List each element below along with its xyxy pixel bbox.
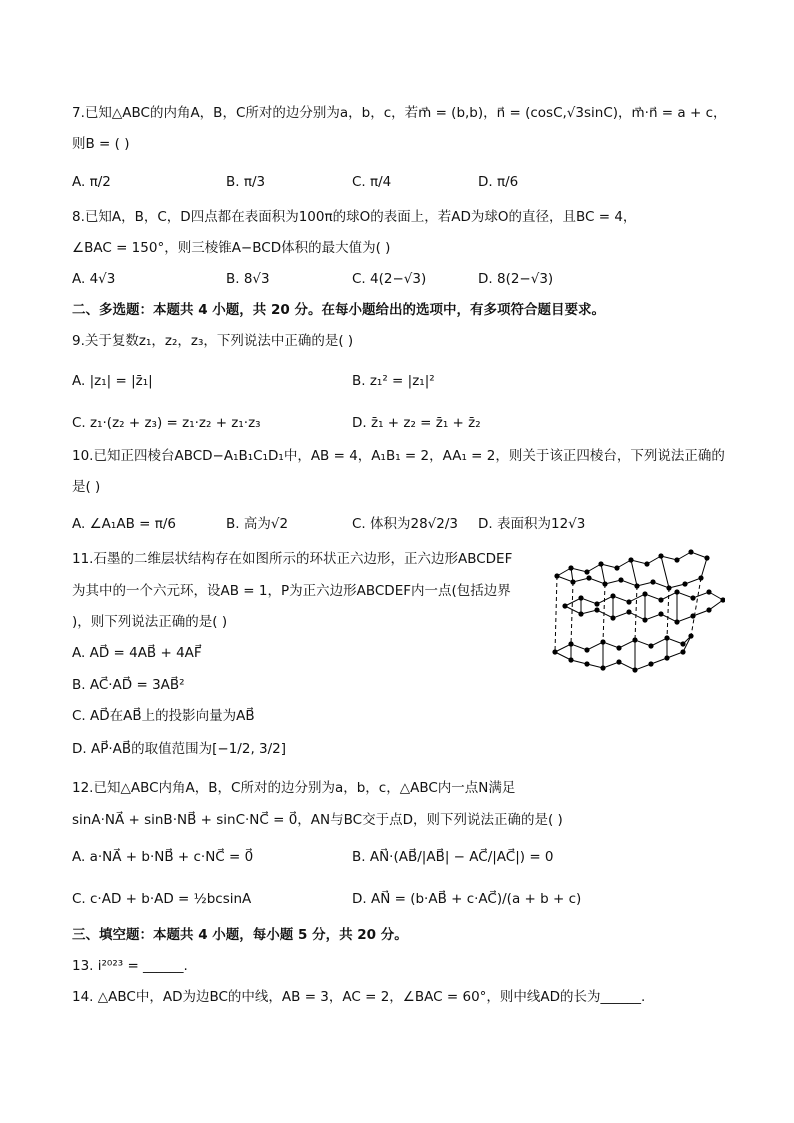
q12-option-c: C. c·AD + b·AD = ½bcsinA [72, 891, 252, 907]
q8-stem-line1: 8.已知A，B，C，D四点都在表面积为100π的球O的表面上，若AD为球O的直径，且BC = 4， [72, 209, 637, 225]
q11-option-a: A. AD⃗ = 4AB⃗ + 4AF⃗ [72, 645, 202, 661]
q9-option-c: C. z₁·(z₂ + z₃) = z₁·z₂ + z₁·z₃ [72, 415, 261, 431]
q11-option-d: D. AP⃗·AB⃗的取值范围为[−1/2, 3/2] [72, 741, 287, 757]
q14-stem: 14. △ABC中，AD为边BC的中线，AB = 3，AC = 2，∠BAC = 60°，则中线AD的长为______. [72, 989, 646, 1005]
carbon-atoms [552, 549, 725, 672]
q11-option-b: B. AC⃗·AD⃗ = 3AB⃗² [72, 677, 185, 693]
q12-stem-line2: sinA·NA⃗ + sinB·NB⃗ + sinC·NC⃗ = 0⃗，AN与BC交于点D，则下列说法正确的是( ) [72, 812, 563, 828]
q12-option-d: D. AN⃗ = (b·AB⃗ + c·AC⃗)/(a + b + c) [352, 891, 582, 907]
q7-option-d: D. π/6 [478, 174, 519, 190]
q7-option-b: B. π/3 [226, 174, 266, 190]
q10-option-b: B. 高为√2 [226, 516, 289, 532]
q8-option-b: B. 8√3 [226, 271, 270, 287]
q10-option-a: A. ∠A₁AB = π/6 [72, 516, 176, 532]
q11-stem-line2: 为其中的一个六元环，设AB = 1，P为正六边形ABCDEF内一点(包括边界 [72, 583, 511, 599]
q8-option-d: D. 8(2−√3) [478, 271, 554, 287]
q8-option-c: C. 4(2−√3) [352, 271, 427, 287]
q9-option-d: D. z̄₁ + z₂ = z̄₁ + z̄₂ [352, 415, 481, 431]
q9-option-b: B. z₁² = |z₁|² [352, 373, 435, 389]
graphite-bottom-layer [555, 636, 691, 652]
q11-stem-line3: )，则下列说法正确的是( ) [72, 614, 228, 630]
q13-stem: 13. i²⁰²³ = ______. [72, 958, 188, 974]
q12-stem-line1: 12.已知△ABC内角A，B，C所对的边分别为a，b，c，△ABC内一点N满足 [72, 780, 516, 796]
q10-stem-line2: 是( ) [72, 479, 101, 495]
q11-option-c: C. AD⃗在AB⃗上的投影向量为AB⃗ [72, 708, 255, 724]
q9-option-a: A. |z₁| = |z̄₁| [72, 373, 153, 389]
q10-option-d: D. 表面积为12√3 [478, 516, 586, 532]
q10-stem-line1: 10.已知正四棱台ABCD−A₁B₁C₁D₁中，AB = 4，A₁B₁ = 2，AA₁ = 2，则关于该正四棱台，下列说法正确的 [72, 448, 725, 464]
q7-option-c: C. π/4 [352, 174, 392, 190]
q9-stem: 9.关于复数z₁，z₂，z₃，下列说法中正确的是( ) [72, 333, 354, 349]
q10-option-c: C. 体积为28√2/3 [352, 516, 459, 532]
section-3-heading: 三、填空题：本题共 4 小题，每小题 5 分，共 20 分。 [72, 927, 408, 943]
graphite-layer-figure [545, 548, 725, 680]
q7-stem-line1: 7.已知△ABC的内角A，B，C所对的边分别为a，b，c，若m⃗ = (b,b)，n⃗ = (cosC,√3sinC)，m⃗·n⃗ = a + c， [72, 105, 727, 121]
q8-stem-line2: ∠BAC = 150°，则三棱锥A−BCD体积的最大值为( ) [72, 240, 391, 256]
section-2-heading: 二、多选题：本题共 4 小题，共 20 分。在每小题给出的选项中，有多项符合题目要求。 [72, 302, 605, 318]
q7-option-a: A. π/2 [72, 174, 111, 190]
q7-stem-line2: 则B = ( ) [72, 136, 130, 152]
q8-option-a: A. 4√3 [72, 271, 116, 287]
q11-stem-line1: 11.石墨的二维层状结构存在如图所示的环状正六边形，正六边形ABCDEF [72, 551, 513, 567]
q12-option-b: B. AN⃗·(AB⃗/|AB⃗| − AC⃗/|AC⃗|) = 0 [352, 849, 554, 865]
q12-option-a: A. a·NA⃗ + b·NB⃗ + c·NC⃗ = 0⃗ [72, 849, 254, 865]
